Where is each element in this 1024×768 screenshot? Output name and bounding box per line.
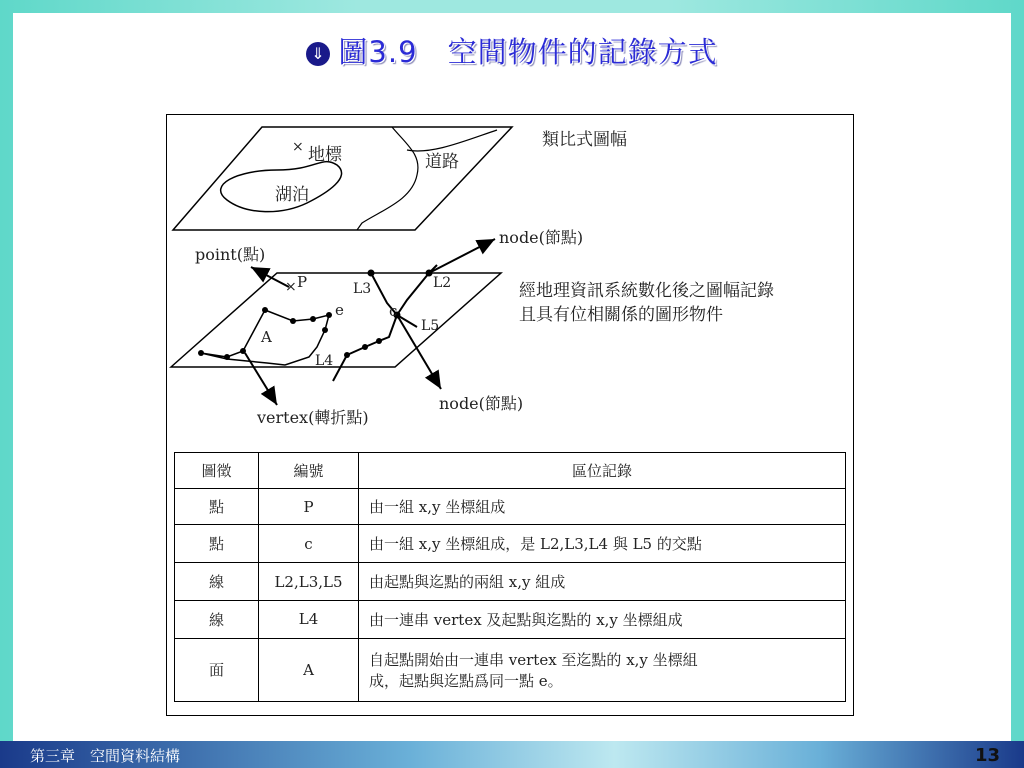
- cell-location-line1: 自起點開始由一連串 vertex 至迄點的 x,y 坐標組: [369, 650, 698, 669]
- table-row: [175, 638, 846, 701]
- cell-location: 由起點與迄點的兩組 x,y 組成: [359, 563, 846, 601]
- node-label-top: node(節點): [499, 228, 584, 247]
- cell-feature: 面: [175, 638, 259, 701]
- digital-desc-line2: 且具有位相關係的圖形物件: [519, 305, 723, 325]
- table-row: [175, 525, 846, 563]
- cell-id: P: [259, 488, 359, 525]
- point-p-marker: ×: [285, 279, 297, 295]
- point-arrow: [251, 267, 289, 287]
- footer-bar: [0, 741, 1024, 768]
- cell-location: [359, 638, 846, 701]
- col-header-feature: 圖徵: [175, 453, 259, 489]
- table-row: [175, 600, 846, 638]
- title-number: 圖3.9: [338, 35, 418, 69]
- mark-l2: L2: [433, 275, 452, 291]
- footer-chapter: 第三章 空間資料結構: [30, 747, 181, 765]
- cell-id: L2,L3,L5: [259, 563, 359, 601]
- road-label: 道路: [425, 152, 459, 172]
- cell-feature: 點: [175, 488, 259, 525]
- col-header-location: 區位記錄: [359, 453, 846, 489]
- analog-map-label: 類比式圖幅: [542, 130, 627, 150]
- node-label-bottom: node(節點): [439, 394, 524, 413]
- point-label: point(點): [195, 245, 266, 264]
- table-header-row: [175, 453, 846, 489]
- mark-l5: L5: [421, 318, 440, 334]
- mark-a: A: [261, 328, 272, 346]
- slide-title: [0, 30, 1024, 71]
- vertex-label: vertex(轉折點): [257, 408, 369, 427]
- cell-id: L4: [259, 600, 359, 638]
- landmark-marker: ×: [292, 139, 304, 155]
- node-arrow-top: [429, 239, 495, 273]
- record-table: [174, 452, 846, 702]
- mark-c: c: [389, 302, 398, 320]
- mark-p: P: [297, 273, 308, 291]
- cell-location: 由一組 x,y 坐標組成，是 L2,L3,L4 與 L5 的交點: [359, 525, 846, 563]
- road-branch: [407, 130, 497, 151]
- table-row: [175, 563, 846, 601]
- digital-desc-line1: 經地理資訊系統數化後之圖幅記錄: [519, 281, 774, 301]
- cell-location: 由一連串 vertex 及起點與迄點的 x,y 坐標組成: [359, 600, 846, 638]
- diagram: [167, 115, 855, 455]
- cell-location: 由一組 x,y 坐標組成: [359, 488, 846, 525]
- bullet-icon: ⇓: [306, 42, 330, 66]
- cell-feature: 線: [175, 563, 259, 601]
- cell-feature: 點: [175, 525, 259, 563]
- cell-location-line2: 成，起點與迄點爲同一點 e。: [369, 671, 563, 690]
- road-line: [357, 127, 418, 230]
- title-text: 空間物件的記錄方式: [447, 35, 718, 69]
- lake-label: 湖泊: [275, 185, 309, 205]
- cell-id: A: [259, 638, 359, 701]
- table-row: [175, 488, 846, 525]
- mark-l3: L3: [353, 281, 372, 297]
- vertex-arrow: [245, 353, 277, 405]
- mark-l4: L4: [315, 353, 334, 369]
- landmark-label: 地標: [308, 145, 342, 165]
- page-number: 13: [974, 745, 1000, 766]
- mark-e: e: [335, 301, 344, 319]
- digital-map-sheet: [171, 273, 501, 367]
- cell-id: c: [259, 525, 359, 563]
- col-header-id: 編號: [259, 453, 359, 489]
- cell-feature: 線: [175, 600, 259, 638]
